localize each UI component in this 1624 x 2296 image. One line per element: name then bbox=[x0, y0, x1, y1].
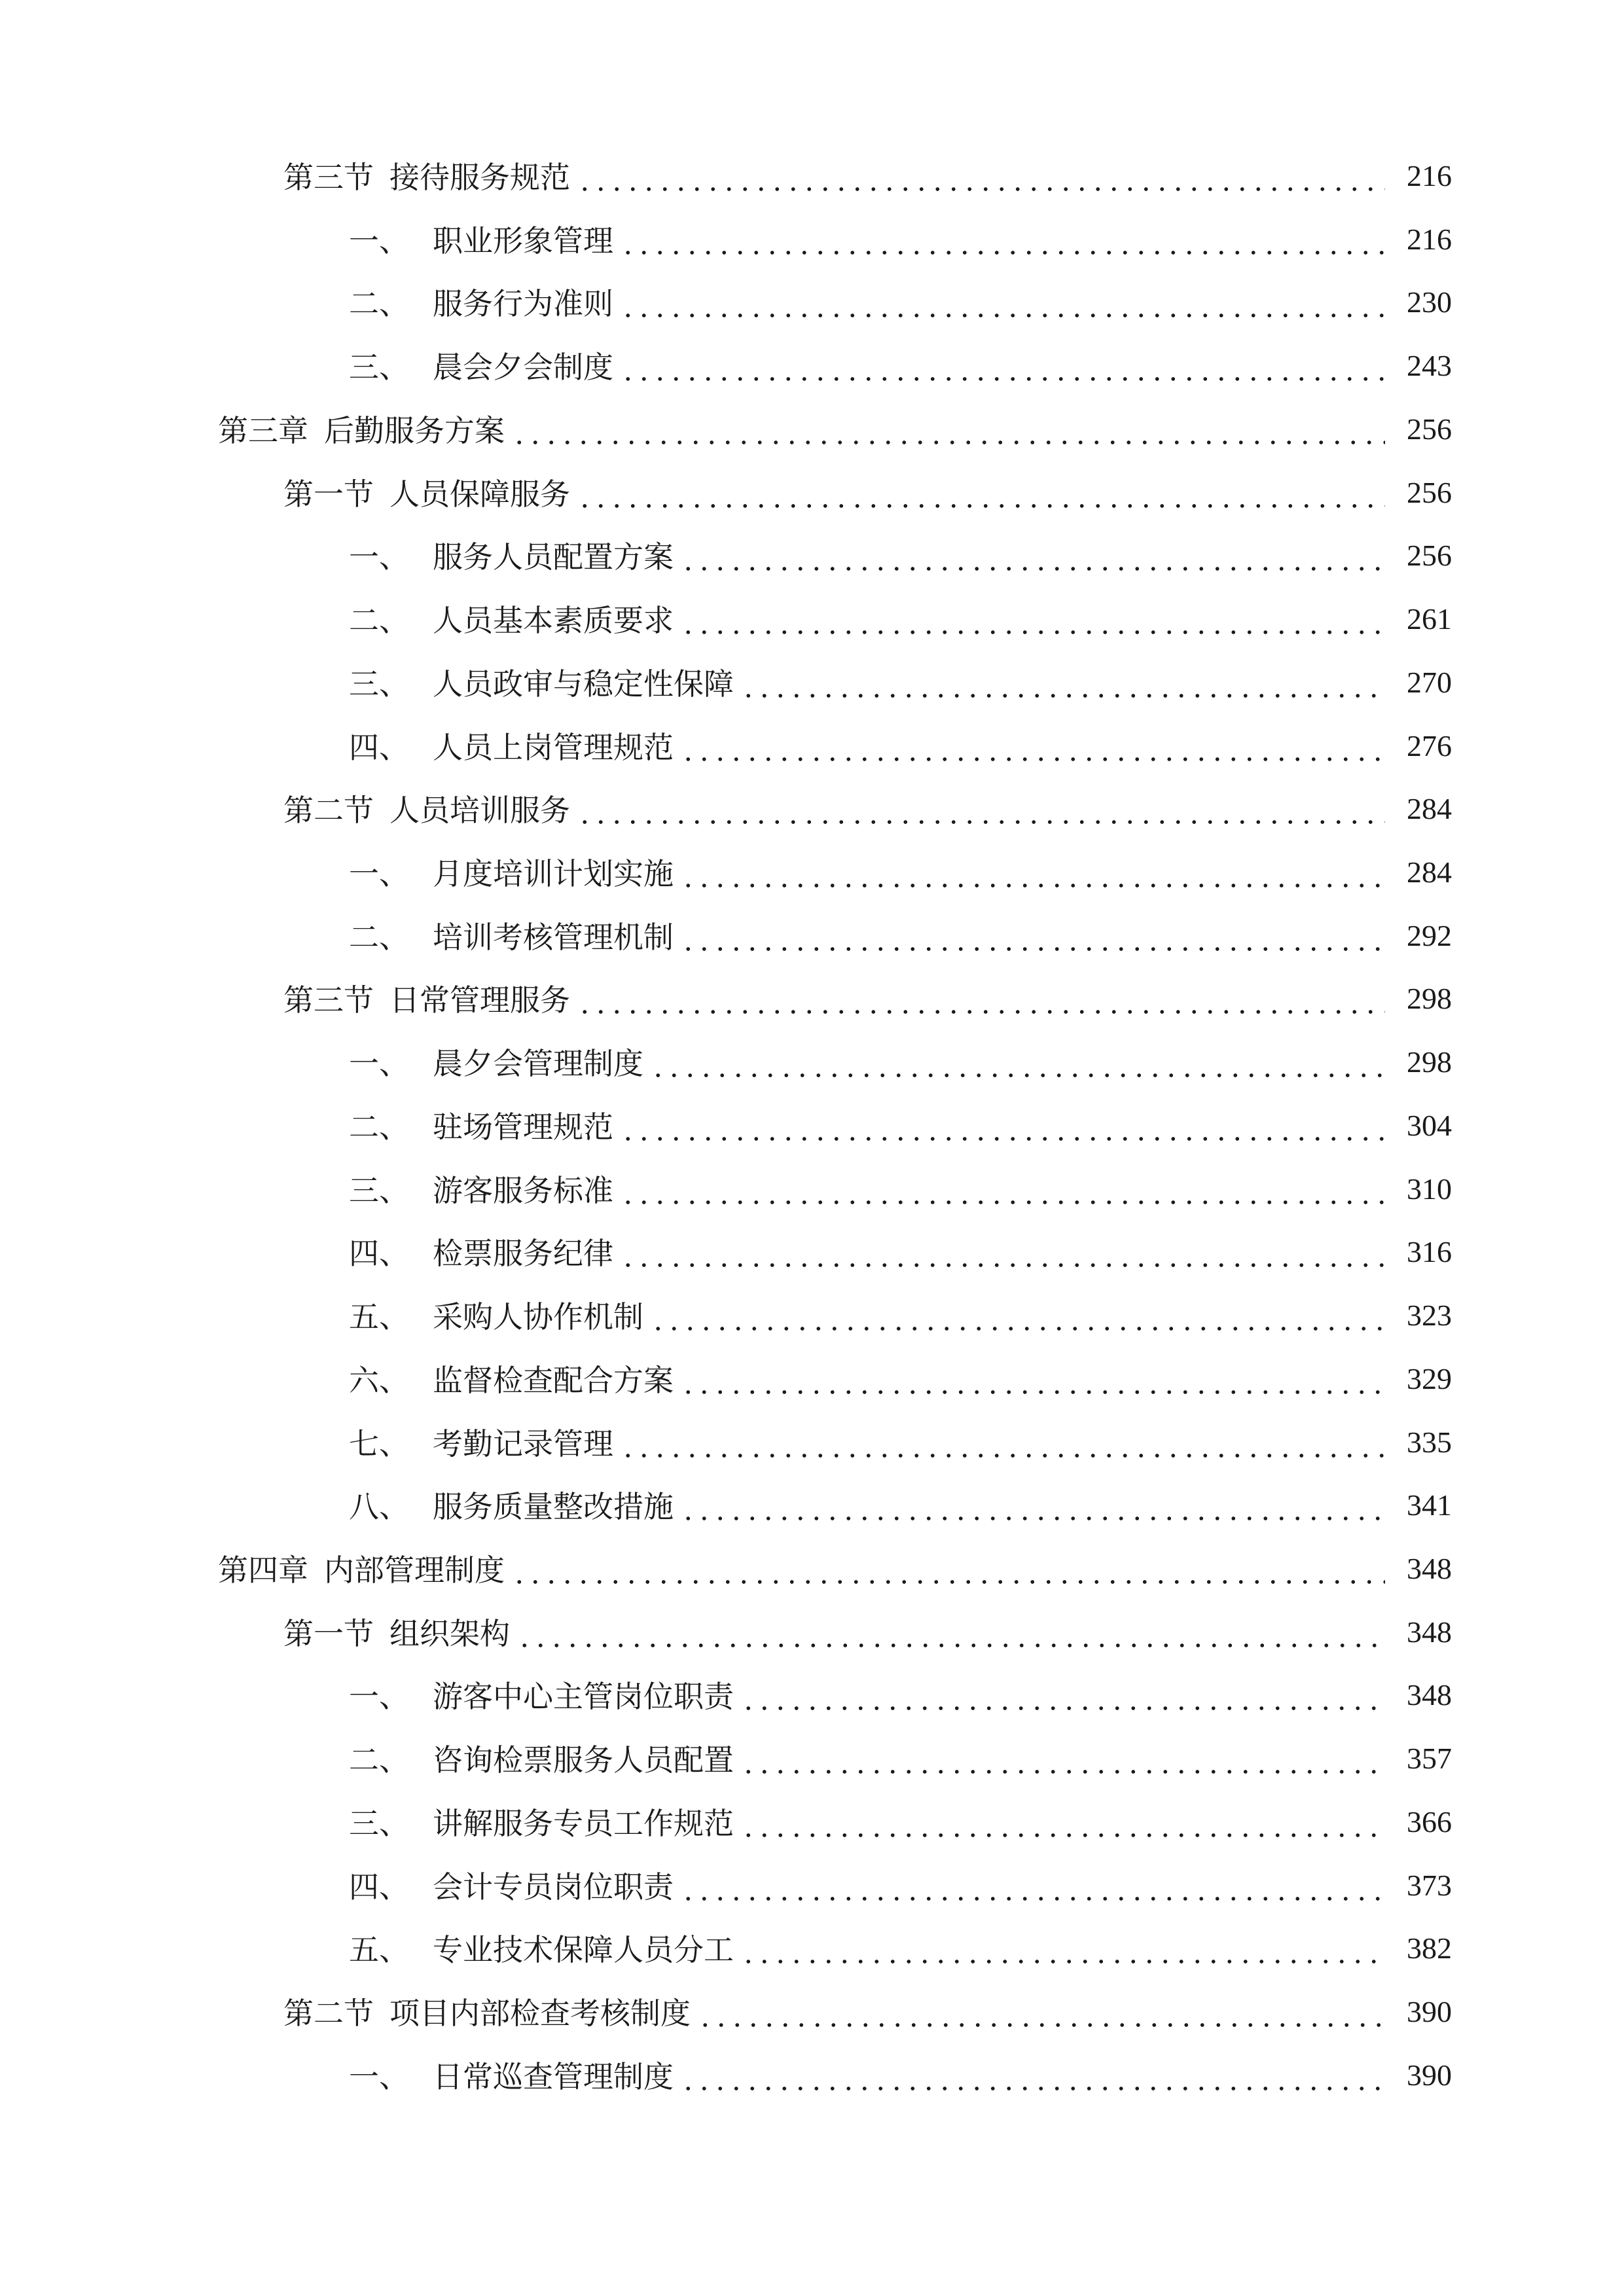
dot-leader bbox=[620, 1225, 1385, 1278]
toc-entry-number: 一、 bbox=[349, 1046, 409, 1081]
toc-entry-title: 专业技术保障人员分工 bbox=[433, 1932, 734, 1967]
toc-entry-page: 366 bbox=[1407, 1804, 1452, 1839]
toc-entry-page: 270 bbox=[1407, 665, 1452, 699]
toc-entry-item[interactable] bbox=[349, 592, 1452, 645]
dot-leader bbox=[697, 1985, 1385, 2037]
toc-entry-item[interactable] bbox=[349, 2049, 1452, 2101]
dot-leader bbox=[680, 1859, 1385, 1911]
toc-entry-title: 日常管理服务 bbox=[389, 982, 570, 1018]
toc-entry-page: 284 bbox=[1407, 791, 1452, 825]
toc-entry-number: 五、 bbox=[349, 1932, 409, 1967]
toc-entry-item[interactable] bbox=[349, 846, 1452, 898]
toc-entry-item[interactable] bbox=[349, 1479, 1452, 1531]
toc-entry-number: 一、 bbox=[349, 2059, 409, 2094]
toc-entry-page: 341 bbox=[1407, 1488, 1452, 1522]
toc-entry-item[interactable] bbox=[349, 213, 1452, 265]
dot-leader bbox=[620, 276, 1385, 328]
toc-entry-page: 357 bbox=[1407, 1741, 1452, 1775]
toc-entry-number: 二、 bbox=[349, 1742, 409, 1778]
toc-entry-page: 284 bbox=[1407, 855, 1452, 889]
toc-entry-page: 373 bbox=[1407, 1868, 1452, 1902]
toc-entry-page: 310 bbox=[1407, 1172, 1452, 1206]
toc-entry-item[interactable] bbox=[349, 1352, 1452, 1405]
toc-entry-number: 四、 bbox=[349, 1869, 409, 1905]
toc-entry-item[interactable] bbox=[349, 1922, 1452, 1974]
toc-entry-title: 人员培训服务 bbox=[389, 793, 570, 828]
toc-entry-number: 第一节 bbox=[283, 1616, 374, 1651]
toc-entry-title: 考勤记录管理 bbox=[433, 1426, 613, 1462]
toc-entry-number: 三、 bbox=[349, 1806, 409, 1841]
toc-entry-title: 人员保障服务 bbox=[389, 476, 570, 512]
toc-entry-number: 二、 bbox=[349, 1109, 409, 1145]
toc-entry-title: 内部管理制度 bbox=[324, 1552, 505, 1588]
dot-leader bbox=[577, 466, 1385, 518]
toc-entry-page: 329 bbox=[1407, 1361, 1452, 1395]
toc-entry-number: 二、 bbox=[349, 920, 409, 955]
toc-entry-title: 服务人员配置方案 bbox=[433, 539, 674, 575]
dot-leader bbox=[740, 1668, 1385, 1721]
toc-entry-item[interactable] bbox=[349, 719, 1452, 772]
dot-leader bbox=[680, 1479, 1385, 1531]
toc-entry-page: 216 bbox=[1407, 222, 1452, 256]
toc-entry-page: 243 bbox=[1407, 348, 1452, 382]
toc-entry-title: 检票服务纪律 bbox=[433, 1236, 613, 1271]
dot-leader bbox=[740, 1795, 1385, 1848]
toc-entry-title: 讲解服务专员工作规范 bbox=[433, 1806, 734, 1841]
toc-entry-page: 298 bbox=[1407, 1045, 1452, 1079]
toc-entry-title: 组织架构 bbox=[389, 1616, 510, 1651]
toc-entry-number: 第三节 bbox=[283, 982, 374, 1018]
dot-leader bbox=[620, 339, 1385, 391]
toc-entry-page: 261 bbox=[1407, 601, 1452, 636]
toc-entry-item[interactable] bbox=[349, 1732, 1452, 1784]
toc-entry-title: 人员政审与稳定性保障 bbox=[433, 666, 734, 702]
toc-entry-number: 三、 bbox=[349, 1173, 409, 1208]
toc-entry-item[interactable] bbox=[349, 909, 1452, 961]
toc-entry-number: 第一节 bbox=[283, 476, 374, 512]
toc-entry-title: 服务质量整改措施 bbox=[433, 1489, 674, 1524]
toc-entry-title: 咨询检票服务人员配置 bbox=[433, 1742, 734, 1778]
dot-leader bbox=[620, 1416, 1385, 1468]
toc-entry-number: 一、 bbox=[349, 856, 409, 891]
dot-leader bbox=[680, 846, 1385, 898]
toc-entry-number: 第三节 bbox=[283, 160, 374, 195]
dot-leader bbox=[680, 909, 1385, 961]
dot-leader bbox=[577, 782, 1385, 834]
toc-entry-section[interactable] bbox=[283, 149, 1452, 202]
toc-entry-number: 三、 bbox=[349, 350, 409, 385]
toc-entry-section[interactable] bbox=[283, 782, 1452, 834]
dot-leader bbox=[650, 1035, 1385, 1088]
toc-entry-item[interactable] bbox=[349, 1668, 1452, 1721]
toc-entry-item[interactable] bbox=[349, 1162, 1452, 1215]
toc-entry-page: 390 bbox=[1407, 2058, 1452, 2092]
toc-entry-item[interactable] bbox=[349, 276, 1452, 328]
toc-entry-page: 348 bbox=[1407, 1615, 1452, 1649]
dot-leader bbox=[680, 529, 1385, 581]
toc-entry-number: 七、 bbox=[349, 1426, 409, 1462]
dot-leader bbox=[620, 1162, 1385, 1215]
toc-entry-page: 256 bbox=[1407, 412, 1452, 446]
toc-entry-page: 216 bbox=[1407, 158, 1452, 192]
toc-entry-number: 第四章 bbox=[218, 1552, 308, 1588]
toc-entry-title: 游客中心主管岗位职责 bbox=[433, 1679, 734, 1714]
toc-entry-item[interactable] bbox=[349, 1289, 1452, 1341]
toc-entry-section[interactable] bbox=[283, 1985, 1452, 2037]
dot-leader bbox=[680, 2049, 1385, 2101]
dot-leader bbox=[511, 1542, 1385, 1594]
toc-entry-page: 304 bbox=[1407, 1108, 1452, 1142]
toc-entry-title: 接待服务规范 bbox=[389, 160, 570, 195]
toc-entry-item[interactable] bbox=[349, 529, 1452, 581]
toc-entry-number: 第二节 bbox=[283, 793, 374, 828]
toc-entry-title: 晨会夕会制度 bbox=[433, 350, 613, 385]
toc-entry-item[interactable] bbox=[349, 656, 1452, 708]
dot-leader bbox=[650, 1289, 1385, 1341]
toc-entry-section[interactable] bbox=[283, 466, 1452, 518]
toc-entry-title: 后勤服务方案 bbox=[324, 413, 505, 448]
toc-entry-number: 五、 bbox=[349, 1299, 409, 1335]
dot-leader bbox=[680, 719, 1385, 772]
dot-leader bbox=[620, 213, 1385, 265]
toc-entry-title: 月度培训计划实施 bbox=[433, 856, 674, 891]
toc-entry-item[interactable] bbox=[349, 1099, 1452, 1151]
toc-entry-page: 335 bbox=[1407, 1425, 1452, 1459]
toc-entry-title: 服务行为准则 bbox=[433, 286, 613, 321]
toc-entry-number: 八、 bbox=[349, 1489, 409, 1524]
toc-entry-item[interactable] bbox=[349, 1416, 1452, 1468]
toc-entry-chapter[interactable] bbox=[218, 1542, 1452, 1594]
toc-entry-number: 二、 bbox=[349, 286, 409, 321]
dot-leader bbox=[577, 149, 1385, 202]
toc-entry-page: 348 bbox=[1407, 1551, 1452, 1585]
toc-entry-title: 晨夕会管理制度 bbox=[433, 1046, 643, 1081]
toc-entry-page: 298 bbox=[1407, 981, 1452, 1015]
toc-entry-number: 一、 bbox=[349, 1679, 409, 1714]
toc-entry-title: 培训考核管理机制 bbox=[433, 920, 674, 955]
dot-leader bbox=[680, 592, 1385, 645]
toc-entry-title: 人员基本素质要求 bbox=[433, 603, 674, 638]
toc-entry-title: 项目内部检查考核制度 bbox=[389, 1996, 691, 2031]
toc-entry-page: 316 bbox=[1407, 1234, 1452, 1268]
toc-entry-title: 驻场管理规范 bbox=[433, 1109, 613, 1145]
toc-entry-item[interactable] bbox=[349, 1795, 1452, 1848]
toc-entry-number: 一、 bbox=[349, 539, 409, 575]
toc-entry-page: 292 bbox=[1407, 918, 1452, 952]
dot-leader bbox=[680, 1352, 1385, 1405]
dot-leader bbox=[516, 1605, 1385, 1658]
toc-entry-item[interactable] bbox=[349, 1225, 1452, 1278]
dot-leader bbox=[740, 1732, 1385, 1784]
dot-leader bbox=[620, 1099, 1385, 1151]
toc-entry-number: 六、 bbox=[349, 1363, 409, 1398]
toc-entry-number: 三、 bbox=[349, 666, 409, 702]
toc-entry-page: 276 bbox=[1407, 728, 1452, 762]
toc-entry-title: 采购人协作机制 bbox=[433, 1299, 643, 1335]
toc-entry-number: 二、 bbox=[349, 603, 409, 638]
toc-entry-title: 职业形象管理 bbox=[433, 223, 613, 259]
toc-entry-page: 390 bbox=[1407, 1994, 1452, 2028]
toc-entry-number: 一、 bbox=[349, 223, 409, 259]
toc-entry-title: 会计专员岗位职责 bbox=[433, 1869, 674, 1905]
toc-entry-chapter[interactable] bbox=[218, 403, 1452, 455]
dot-leader bbox=[577, 972, 1385, 1024]
toc-entry-item[interactable] bbox=[349, 1859, 1452, 1911]
toc-entry-number: 四、 bbox=[349, 1236, 409, 1271]
toc-entry-number: 四、 bbox=[349, 730, 409, 765]
dot-leader bbox=[511, 403, 1385, 455]
toc-entry-item[interactable] bbox=[349, 339, 1452, 391]
toc-entry-page: 256 bbox=[1407, 475, 1452, 509]
dot-leader bbox=[740, 656, 1385, 708]
toc-entry-page: 230 bbox=[1407, 285, 1452, 319]
toc-entry-item[interactable] bbox=[349, 1035, 1452, 1088]
toc-entry-section[interactable] bbox=[283, 1605, 1452, 1658]
toc-entry-page: 348 bbox=[1407, 1677, 1452, 1712]
toc-entry-number: 第二节 bbox=[283, 1996, 374, 2031]
dot-leader bbox=[740, 1922, 1385, 1974]
toc-entry-title: 人员上岗管理规范 bbox=[433, 730, 674, 765]
toc-entry-title: 日常巡查管理制度 bbox=[433, 2059, 674, 2094]
toc-entry-title: 游客服务标准 bbox=[433, 1173, 613, 1208]
toc-entry-page: 323 bbox=[1407, 1298, 1452, 1332]
toc-entry-number: 第三章 bbox=[218, 413, 308, 448]
toc-entry-title: 监督检查配合方案 bbox=[433, 1363, 674, 1398]
toc-entry-section[interactable] bbox=[283, 972, 1452, 1024]
toc-entry-page: 382 bbox=[1407, 1931, 1452, 1965]
toc-entry-page: 256 bbox=[1407, 538, 1452, 572]
